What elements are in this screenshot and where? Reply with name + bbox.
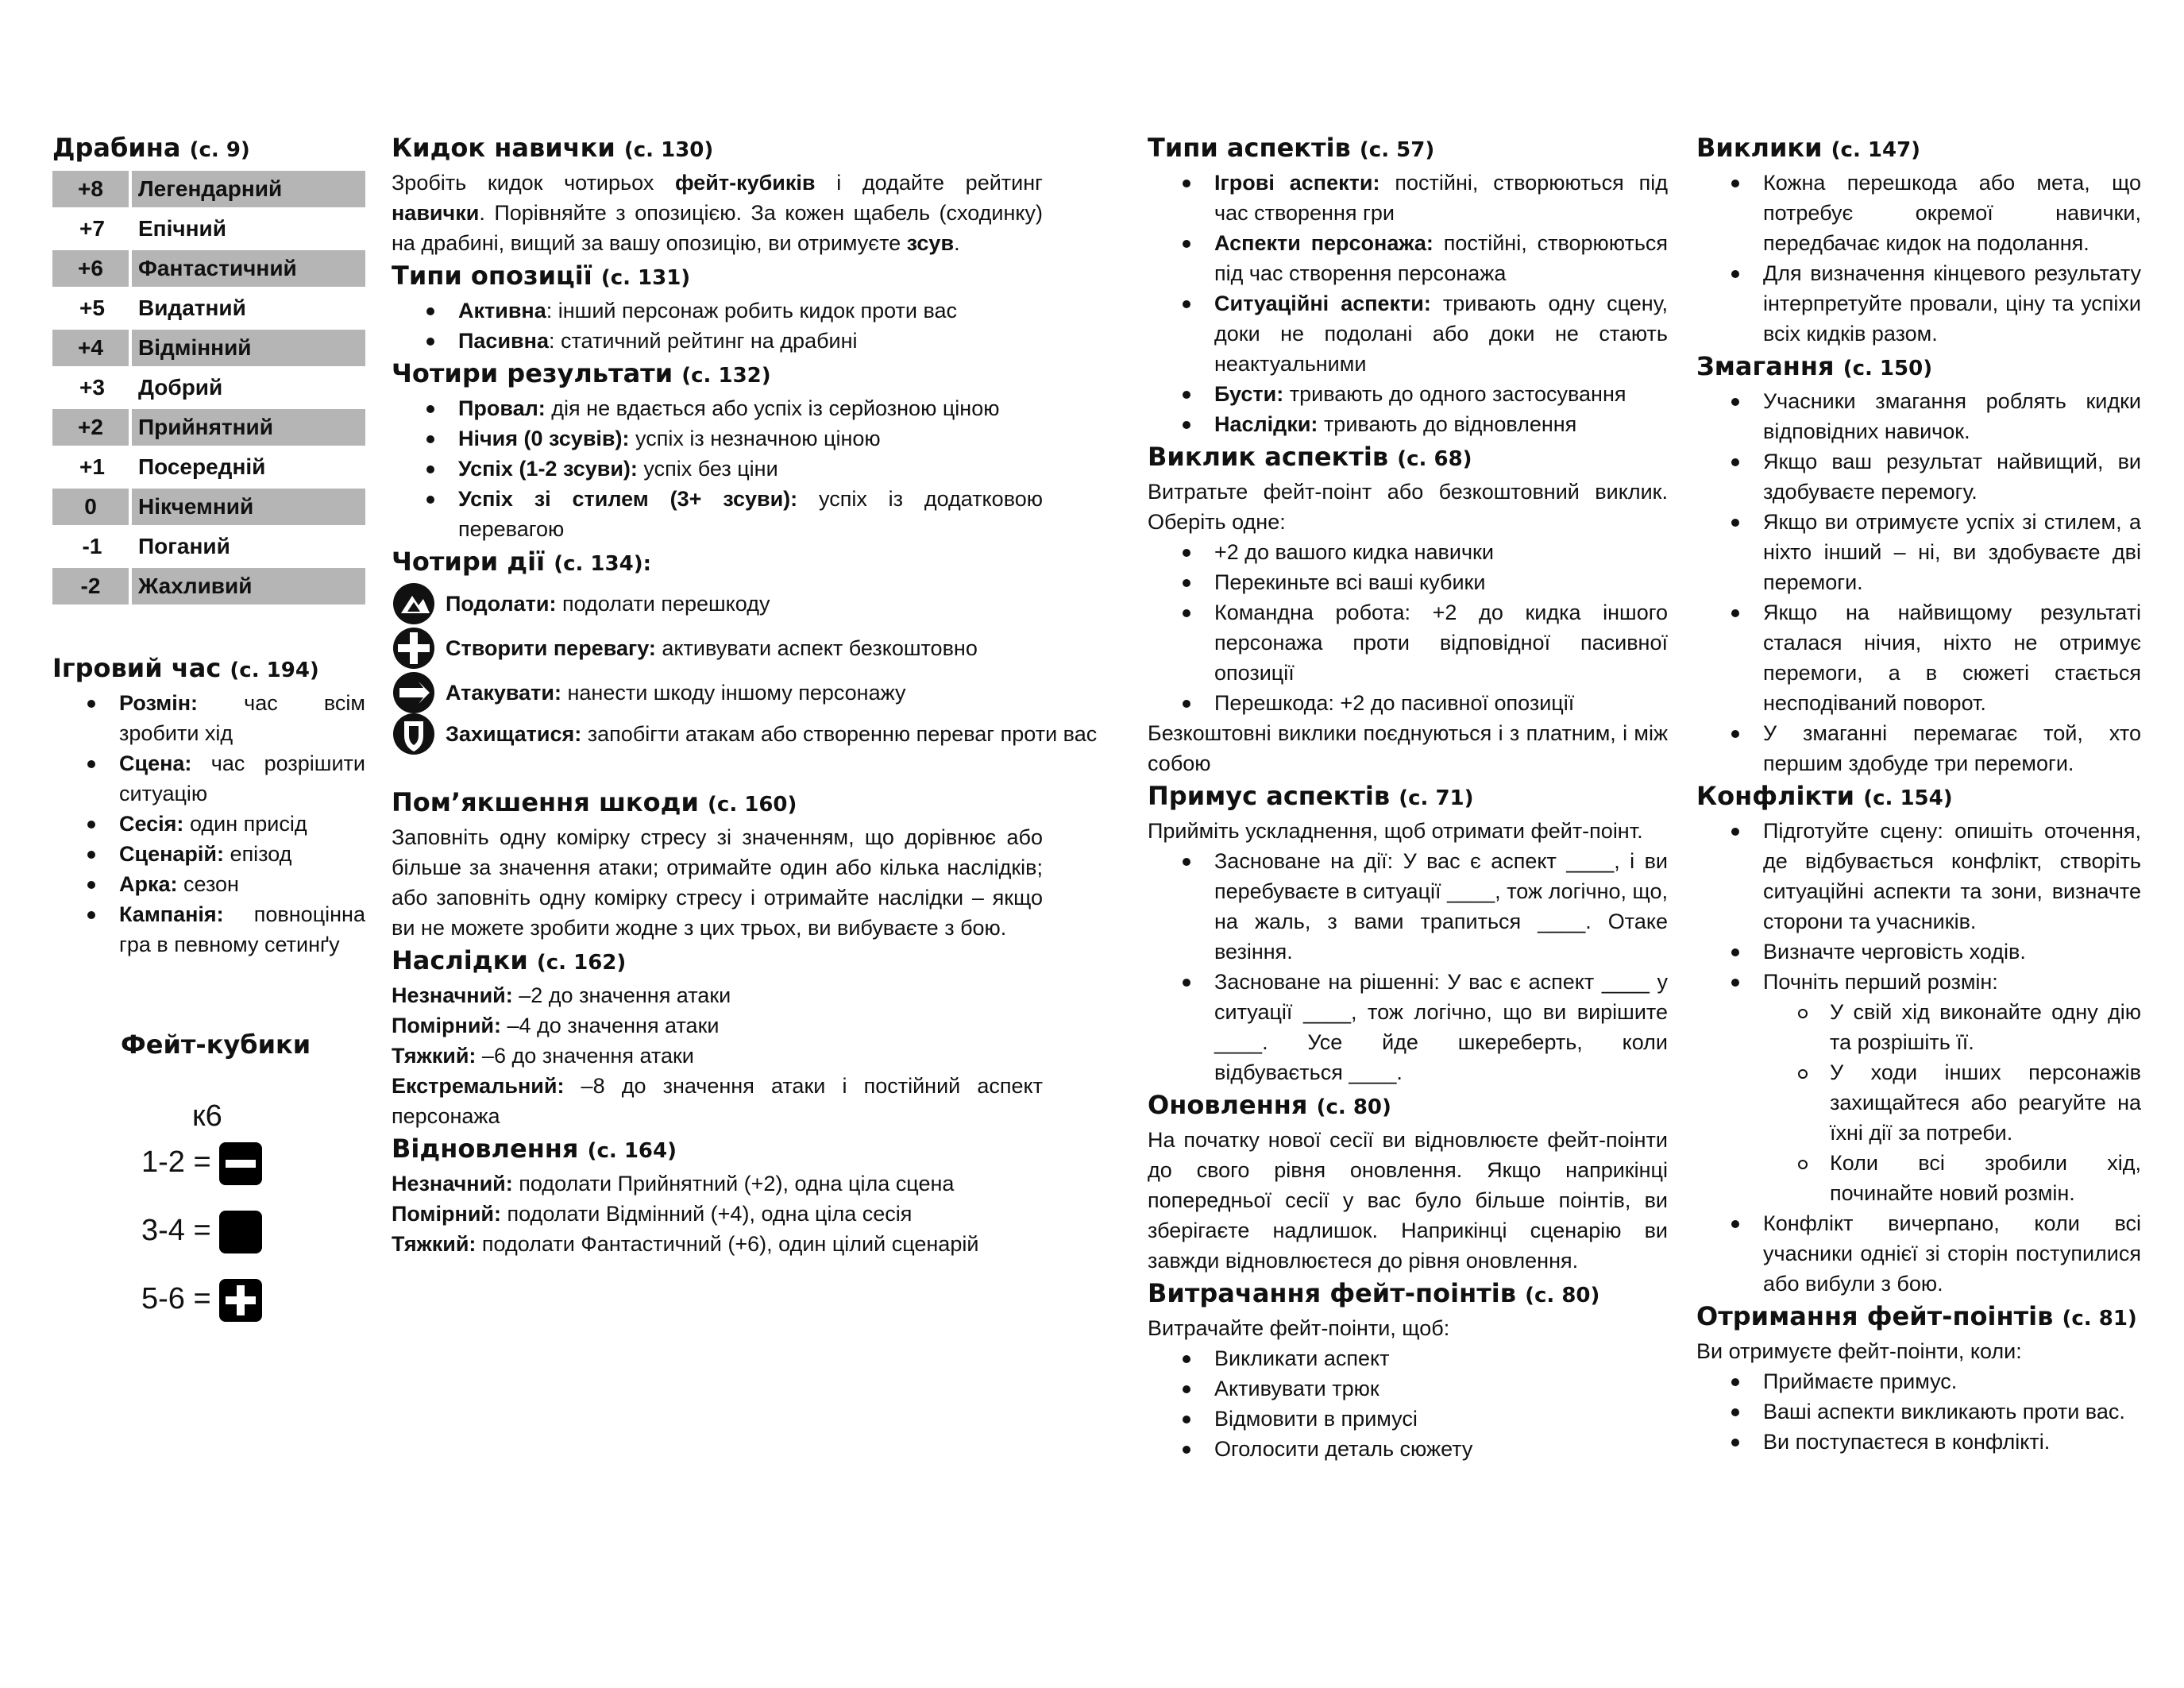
ladder-value: -1: [82, 534, 102, 558]
refresh-text: На початку нової сесії ви відновлюєте фейт-поінти до свого рівня оновлення. Якщо наприкінці попередньої сесії у вас було більше поінтів, ви зберігаєте надлишок. Наприкінці сценарію ви завжди відновлюєтеся до рівня оновлення.: [1148, 1128, 1668, 1273]
outcomes-heading: Чотири результати (с. 132): [392, 358, 771, 388]
consequence-line: Незначний: –2 до значення атаки: [392, 983, 731, 1007]
ladder-table: [52, 168, 365, 608]
ladder-label: Легендарний: [132, 171, 365, 207]
list-item: Засноване на дії: У вас є аспект ____, і ви перебуваєте в ситуації ____, тож логічно, що, на жаль, з вами трапиться ____. Отаке везіння.: [1214, 846, 1668, 967]
ladder-label: Відмінний: [132, 330, 365, 366]
defend-text: запобігти атакам або створенню переваг проти вас: [581, 722, 1098, 746]
defend-icon: [392, 712, 438, 756]
consequence-line: Тяжкий: –6 до значення атаки: [392, 1044, 694, 1068]
list-item: Учасники змагання роблять кидки відповідних навичок.: [1763, 386, 2141, 446]
aspect-types-heading: Типи аспектів (с. 57): [1148, 133, 1435, 163]
ladder-label: Фантастичний: [132, 250, 365, 287]
opposition-list: [392, 295, 1043, 356]
list-item: Провал: дія не вдається або успіх із серйозною ціною: [458, 393, 1043, 423]
dice-row-minus: [141, 1142, 262, 1185]
ladder-value: +3: [79, 375, 105, 400]
d6-label: к6: [192, 1099, 222, 1133]
earning-intro: Ви отримуєте фейт-поінти, коли:: [1696, 1339, 2022, 1363]
conflicts-heading: Конфлікти (с. 154): [1696, 781, 1953, 811]
blank-die-icon: [219, 1211, 262, 1253]
plus-die-icon: [219, 1279, 262, 1322]
opposition-heading: Типи опозиції (с. 131): [392, 261, 691, 291]
ladder-value: +1: [79, 454, 105, 479]
list-item: Коли всі зробили хід, починайте новий розмін.: [1830, 1148, 2141, 1208]
dice-row-blank: [141, 1211, 262, 1253]
list-item: Кожна перешкода або мета, що потребує окремої навички, передбачає кидок на подолання.: [1763, 168, 2141, 258]
ladder-row: [52, 330, 365, 366]
skill-roll-text: Зробіть кидок чотирьох фейт-кубиків і додайте рейтинг навички. Порівняйте з опозицією. За кожен щабель (сходинку) на драбині, вищий за вашу опозицію, ви отримуєте зсув.: [392, 171, 1043, 255]
fate-dice-heading: Фейт-кубики: [121, 1029, 311, 1060]
list-item: Ви поступаєтеся в конфлікті.: [1763, 1427, 2141, 1457]
dice-range-label: 5-6 =: [141, 1282, 211, 1316]
consequences-heading: Наслідки (с. 162): [392, 945, 627, 975]
list-item: Підготуйте сцену: опишіть оточення, де відбувається конфлікт, створіть ситуаційні аспекти та зони, визначте сторони та учасників.: [1763, 816, 2141, 937]
ladder-row: [52, 211, 365, 247]
challenges-list: [1696, 168, 2141, 349]
list-item: Активувати трюк: [1214, 1373, 1668, 1404]
column-1: [52, 130, 365, 960]
create-advantage-icon: [392, 626, 438, 670]
list-item: Якщо ви отримуєте успіх зі стилем, а ніхто інший – ні, ви здобуваєте дві перемоги.: [1763, 507, 2141, 597]
list-item: Оголосити деталь сюжету: [1214, 1434, 1668, 1464]
dice-range-label: 3-4 =: [141, 1214, 211, 1248]
list-item: У свій хід виконайте одну дію та розрішіть її.: [1830, 997, 2141, 1057]
ladder-row: [52, 449, 365, 485]
list-item: Конфлікт вичерпано, коли всі учасники однієї зі сторін поступилися або вибули з бою.: [1763, 1208, 2141, 1299]
overcome-icon: [392, 581, 438, 626]
list-item: Ігрові аспекти: постійні, створюються під час створення гри: [1214, 168, 1668, 228]
ladder-label: Жахливий: [132, 568, 365, 605]
earning-heading: Отримання фейт-поінтів (с. 81): [1696, 1301, 2137, 1331]
dice-row-plus: [141, 1279, 262, 1322]
list-item: Арка: сезон: [119, 869, 365, 899]
column-2: [392, 130, 1098, 1259]
list-item: Успіх зі стилем (3+ зсуви): успіх із додатковою перевагою: [458, 484, 1043, 544]
conflicts-list: [1696, 816, 2141, 1299]
list-item: Ситуаційні аспекти: тривають одну сцену, доки не подолані або доки не стають неактуальними: [1214, 288, 1668, 379]
list-item: +2 до вашого кидка навички: [1214, 537, 1668, 567]
invoke-outro: Безкоштовні виклики поєднуються і з платним, і між собою: [1148, 721, 1668, 775]
action-defend: Захищатися: запобігти атакам або створенню переваг проти вас: [392, 715, 1043, 753]
ladder-row: [52, 489, 365, 525]
ladder-value: +8: [52, 171, 132, 207]
ladder-label: Видатний: [138, 295, 246, 320]
contests-list: [1696, 386, 2141, 778]
conflicts-sublist: [1763, 997, 2141, 1208]
earning-list: [1696, 1366, 2141, 1457]
list-item: Пасивна: статичний рейтинг на драбині: [458, 326, 1043, 356]
list-item: Сценарій: епізод: [119, 839, 365, 869]
ladder-row: [52, 528, 365, 565]
action-attack: Атакувати: нанести шкоду іншому персонажу: [392, 670, 1043, 715]
game-time-list: [52, 688, 365, 960]
recovery-line: Тяжкий: подолати Фантастичний (+6), один цілий сценарій: [392, 1232, 979, 1256]
column-3: [1148, 130, 1668, 1464]
list-item: Сесія: один присід: [119, 809, 365, 839]
compel-intro: Прийміть ускладнення, щоб отримати фейт-поінт.: [1148, 819, 1643, 843]
ladder-label: Нікчемний: [132, 489, 365, 525]
outcomes-list: [392, 393, 1043, 544]
action-create-advantage: Створити перевагу: активувати аспект безкоштовно: [392, 626, 1043, 670]
spending-heading: Витрачання фейт-поінтів (с. 80): [1148, 1278, 1600, 1308]
list-item: Відмовити в примусі: [1214, 1404, 1668, 1434]
list-item: Ваші аспекти викликають проти вас.: [1763, 1396, 2141, 1427]
minus-die-icon: [219, 1142, 262, 1185]
spending-list: [1148, 1343, 1668, 1464]
mitigation-text: Заповніть одну комірку стресу зі значенням, що дорівнює або більше за значення атаки; отримайте один або кілька наслідків; або заповніть одну комірку стресу і отримайте наслідки – якщо ви не можете зробити жодне з цих трьох, ви вибуваєте з бою.: [392, 825, 1043, 940]
list-item: Засноване на рішенні: У вас є аспект ____ у ситуації ____, тож логічно, що ви вирішите ____. Усе йде шкереберть, коли відбувається ____.: [1214, 967, 1668, 1087]
list-item: Сцена: час розрішити ситуацію: [119, 748, 365, 809]
compel-heading: Примус аспектів (с. 71): [1148, 781, 1474, 811]
list-item: Аспекти персонажа: постійні, створюються під час створення персонажа: [1214, 228, 1668, 288]
ladder-row: [52, 369, 365, 406]
consequence-line: Помірний: –4 до значення атаки: [392, 1014, 720, 1037]
ladder-row: [52, 290, 365, 326]
list-item: Перекиньте всі ваші кубики: [1214, 567, 1668, 597]
list-item: Розмін: час всім зробити хід: [119, 688, 365, 748]
list-item: Викликати аспект: [1214, 1343, 1668, 1373]
list-item: Почніть перший розмін: У свій хід виконайте одну дію та розрішіть її. У ходи інших персонажів захищайтеся або реагуйте на їхні дії за потреби. Коли всі зробили хід, починайте новий розмін.: [1763, 967, 2141, 1208]
ladder-label: Посередній: [138, 454, 266, 479]
list-item: Якщо на найвищому результаті сталася нічия, ніхто не отримує перемоги, а в сюжеті стається несподіваний поворот.: [1763, 597, 2141, 718]
list-item: Бусти: тривають до одного застосування: [1214, 379, 1668, 409]
consequence-line: Екстремальний: –8 до значення атаки і постійний аспект персонажа: [392, 1074, 1043, 1128]
invoke-heading: Виклик аспектів (с. 68): [1148, 442, 1472, 472]
list-item: У змаганні перемагає той, хто першим здобуде три перемоги.: [1763, 718, 2141, 778]
ladder-value: -2: [52, 568, 132, 605]
action-overcome: Подолати: подолати перешкоду: [392, 581, 1043, 626]
list-item: Перешкода: +2 до пасивної опозиції: [1214, 688, 1668, 718]
recovery-line: Помірний: подолати Відмінний (+4), одна ціла сесія: [392, 1202, 913, 1226]
ladder-row: [52, 568, 365, 605]
recovery-line: Незначний: подолати Прийнятний (+2), одна ціла сцена: [392, 1172, 955, 1196]
contests-heading: Змагання (с. 150): [1696, 351, 1933, 381]
compel-list: [1148, 846, 1668, 1087]
invoke-intro: Витратьте фейт-поінт або безкоштовний виклик. Оберіть одне:: [1148, 480, 1668, 534]
ladder-label: Поганий: [138, 534, 230, 558]
ladder-value: +7: [79, 216, 105, 241]
list-item: Приймаєте примус.: [1763, 1366, 2141, 1396]
ladder-row: [52, 171, 365, 207]
ladder-label: Добрий: [138, 375, 223, 400]
attack-icon: [392, 670, 438, 715]
list-item: Командна робота: +2 до кидка іншого персонажа проти відповідної пасивної опозиції: [1214, 597, 1668, 688]
skill-roll-heading: Кидок навички (с. 130): [392, 133, 714, 163]
list-item: Нічия (0 зсувів): успіх із незначною ціною: [458, 423, 1043, 454]
ladder-label: Епічний: [138, 216, 226, 241]
list-item: Кампанія: повноцінна гра в певному сетинґу: [119, 899, 365, 960]
column-4: [1696, 130, 2141, 1457]
ladder-value: +2: [52, 409, 132, 446]
ladder-value: +4: [52, 330, 132, 366]
spending-intro: Витрачайте фейт-поінти, щоб:: [1148, 1316, 1450, 1340]
game-time-heading: Ігровий час (с. 194): [52, 653, 319, 683]
ladder-row: [52, 409, 365, 446]
list-item: Якщо ваш результат найвищий, ви здобуваєте перемогу.: [1763, 446, 2141, 507]
mitigation-heading: Пом’якшення шкоди (с. 160): [392, 787, 797, 817]
list-item: Наслідки: тривають до відновлення: [1214, 409, 1668, 439]
invoke-list: [1148, 537, 1668, 718]
ladder-value: +6: [52, 250, 132, 287]
list-item: У ходи інших персонажів захищайтеся або реагуйте на їхні дії за потреби.: [1830, 1057, 2141, 1148]
list-item: Визначте черговість ходів.: [1763, 937, 2141, 967]
list-item: Для визначення кінцевого результату інтерпретуйте провали, ціну та успіхи всіх кидків разом.: [1763, 258, 2141, 349]
dice-range-label: 1-2 =: [141, 1145, 211, 1180]
actions-heading: Чотири дії (с. 134):: [392, 547, 651, 577]
challenges-heading: Виклики (с. 147): [1696, 133, 1921, 163]
ladder-heading: Драбина (с. 9): [52, 133, 250, 163]
list-item: Успіх (1-2 зсуви): успіх без ціни: [458, 454, 1043, 484]
refresh-heading: Оновлення (с. 80): [1148, 1090, 1391, 1120]
recovery-heading: Відновлення (с. 164): [392, 1134, 677, 1164]
ladder-label: Прийнятний: [132, 409, 365, 446]
list-item: Активна: інший персонаж робить кидок проти вас: [458, 295, 1043, 326]
ladder-value: 0: [52, 489, 132, 525]
ladder-value: +5: [79, 295, 105, 320]
aspect-types-list: [1148, 168, 1668, 439]
ladder-row: [52, 250, 365, 287]
